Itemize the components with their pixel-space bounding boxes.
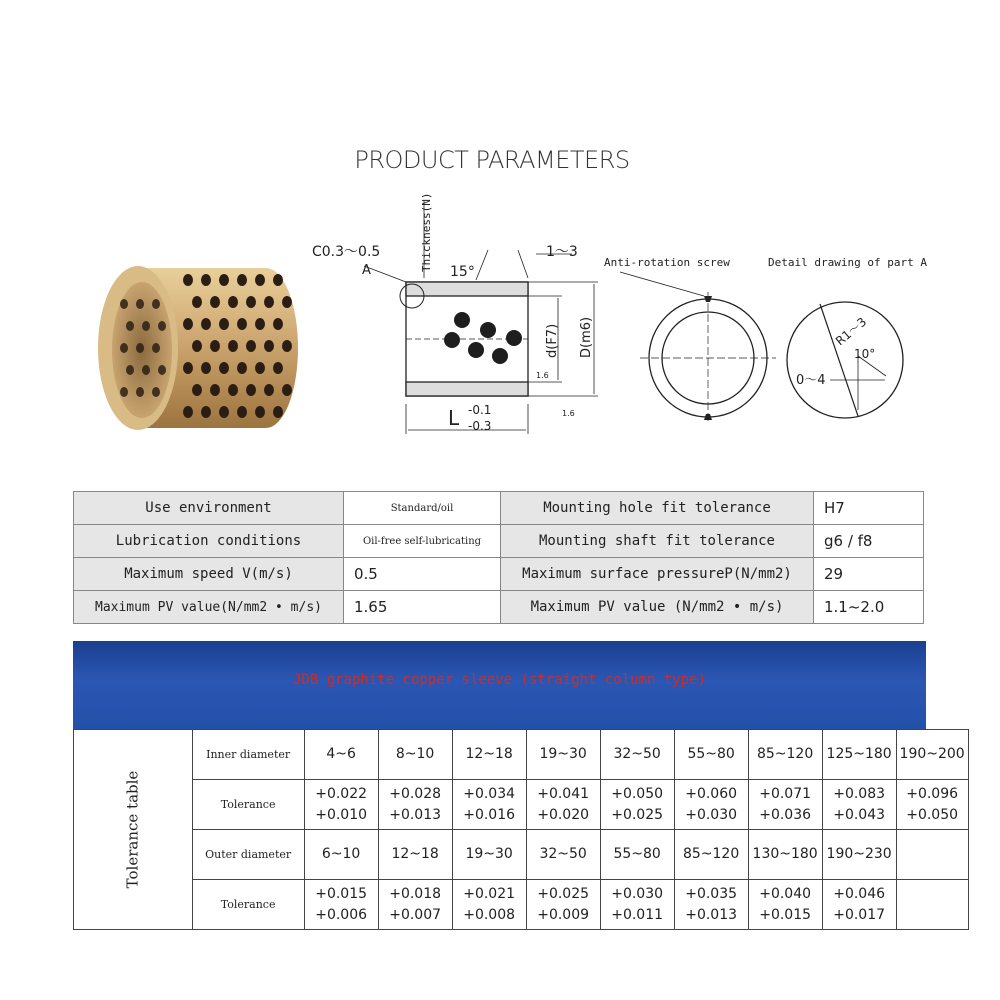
tolerance-cell: +0.083 +0.043: [822, 780, 896, 830]
size-cell: 4~6: [304, 730, 378, 780]
outer-tolerance-row: [74, 880, 969, 930]
empty-cell: [896, 880, 968, 930]
inner-d-label: d(F7): [545, 323, 560, 358]
size-cell: 32~50: [526, 830, 600, 880]
param-row: [74, 591, 924, 624]
roughness-2: 1.6: [562, 409, 575, 418]
param-label: Maximum PV value(N/mm2 • m/s): [74, 591, 344, 624]
size-cell: 32~50: [600, 730, 674, 780]
param-label: Mounting shaft fit tolerance: [501, 525, 814, 558]
anti-rotation-label: Anti-rotation screw: [604, 256, 730, 269]
tolerance-cell: +0.028 +0.013: [378, 780, 452, 830]
param-label: Maximum surface pressureP(N/mm2): [501, 558, 814, 591]
section-banner: [73, 641, 926, 729]
tolerance-cell: +0.046 +0.017: [822, 880, 896, 930]
technical-drawing: [300, 180, 940, 440]
size-cell: 85~120: [674, 830, 748, 880]
size-cell: 12~18: [452, 730, 526, 780]
param-label: Maximum speed V(m/s): [74, 558, 344, 591]
param-value: 1.65: [344, 591, 501, 624]
size-cell: 130~180: [748, 830, 822, 880]
param-label: Use environment: [74, 492, 344, 525]
tolerance-cell: +0.021 +0.008: [452, 880, 526, 930]
size-cell: 190~230: [822, 830, 896, 880]
size-cell: 6~10: [304, 830, 378, 880]
param-row: [74, 525, 924, 558]
banner-title: JDB graphite copper sleeve (straight column type): [292, 672, 706, 688]
tolerance-cell: +0.041 +0.020: [526, 780, 600, 830]
size-cell: 85~120: [748, 730, 822, 780]
row-label: Tolerance: [192, 880, 304, 930]
detail-label: Detail drawing of part A: [768, 256, 927, 269]
param-value: Oil-free self-lubricating: [344, 525, 501, 558]
tolerance-cell: +0.025 +0.009: [526, 880, 600, 930]
size-cell: 55~80: [674, 730, 748, 780]
tolerance-cell: +0.096 +0.050: [896, 780, 968, 830]
size-cell: 55~80: [600, 830, 674, 880]
chamfer-label: C0.3～0.5: [312, 244, 381, 260]
empty-cell: [896, 830, 968, 880]
parameter-table: [73, 491, 924, 624]
size-cell: 19~30: [452, 830, 526, 880]
param-label: Maximum PV value (N/mm2 • m/s): [501, 591, 814, 624]
roughness-1: 1.6: [536, 371, 549, 380]
tolerance-cell: +0.030 +0.011: [600, 880, 674, 930]
tolerance-cell: +0.018 +0.007: [378, 880, 452, 930]
row-label: Inner diameter: [192, 730, 304, 780]
param-value: Standard/oil: [344, 492, 501, 525]
part-a-label: A: [362, 263, 371, 278]
outer-size-row: [74, 830, 969, 880]
param-value: 29: [814, 558, 924, 591]
bushing-photo: [96, 258, 310, 438]
tolerance-cell: +0.050 +0.025: [600, 780, 674, 830]
tolerance-cell: +0.060 +0.030: [674, 780, 748, 830]
detail-angle-label: 10°: [854, 347, 876, 361]
radius-label: R1～3: [832, 314, 870, 349]
tolerance-cell: +0.022 +0.010: [304, 780, 378, 830]
size-cell: 8~10: [378, 730, 452, 780]
param-value: g6 / f8: [814, 525, 924, 558]
tolerance-table: [73, 729, 969, 930]
size-cell: 125~180: [822, 730, 896, 780]
length-upper: -0.1: [468, 403, 492, 417]
size-cell: 12~18: [378, 830, 452, 880]
thickness-label: Thickness(N): [420, 192, 433, 272]
param-value: 0.5: [344, 558, 501, 591]
param-label: Mounting hole fit tolerance: [501, 492, 814, 525]
size-cell: 19~30: [526, 730, 600, 780]
tolerance-cell: +0.040 +0.015: [748, 880, 822, 930]
outer-d-label: D(m6): [579, 316, 594, 358]
length-label: L: [448, 406, 460, 430]
size-cell: 190~200: [896, 730, 968, 780]
length-lower: -0.3: [468, 419, 492, 433]
param-row: [74, 492, 924, 525]
param-value: H7: [814, 492, 924, 525]
tolerance-cell: +0.035 +0.013: [674, 880, 748, 930]
page-title: PRODUCT PARAMETERS: [354, 146, 630, 174]
tolerance-cell: +0.015 +0.006: [304, 880, 378, 930]
detail-range-label: 0～4: [796, 373, 826, 388]
slot-label: 1～3: [546, 244, 578, 260]
param-label: Lubrication conditions: [74, 525, 344, 558]
inner-tolerance-row: [74, 780, 969, 830]
row-label: Tolerance: [192, 780, 304, 830]
row-label: Outer diameter: [192, 830, 304, 880]
param-value: 1.1~2.0: [814, 591, 924, 624]
tolerance-cell: +0.034 +0.016: [452, 780, 526, 830]
tolerance-cell: +0.071 +0.036: [748, 780, 822, 830]
inner-size-row: [74, 730, 969, 780]
angle-label: 15°: [450, 264, 475, 280]
tolerance-table-side-label: Tolerance table: [74, 730, 193, 930]
param-row: [74, 558, 924, 591]
